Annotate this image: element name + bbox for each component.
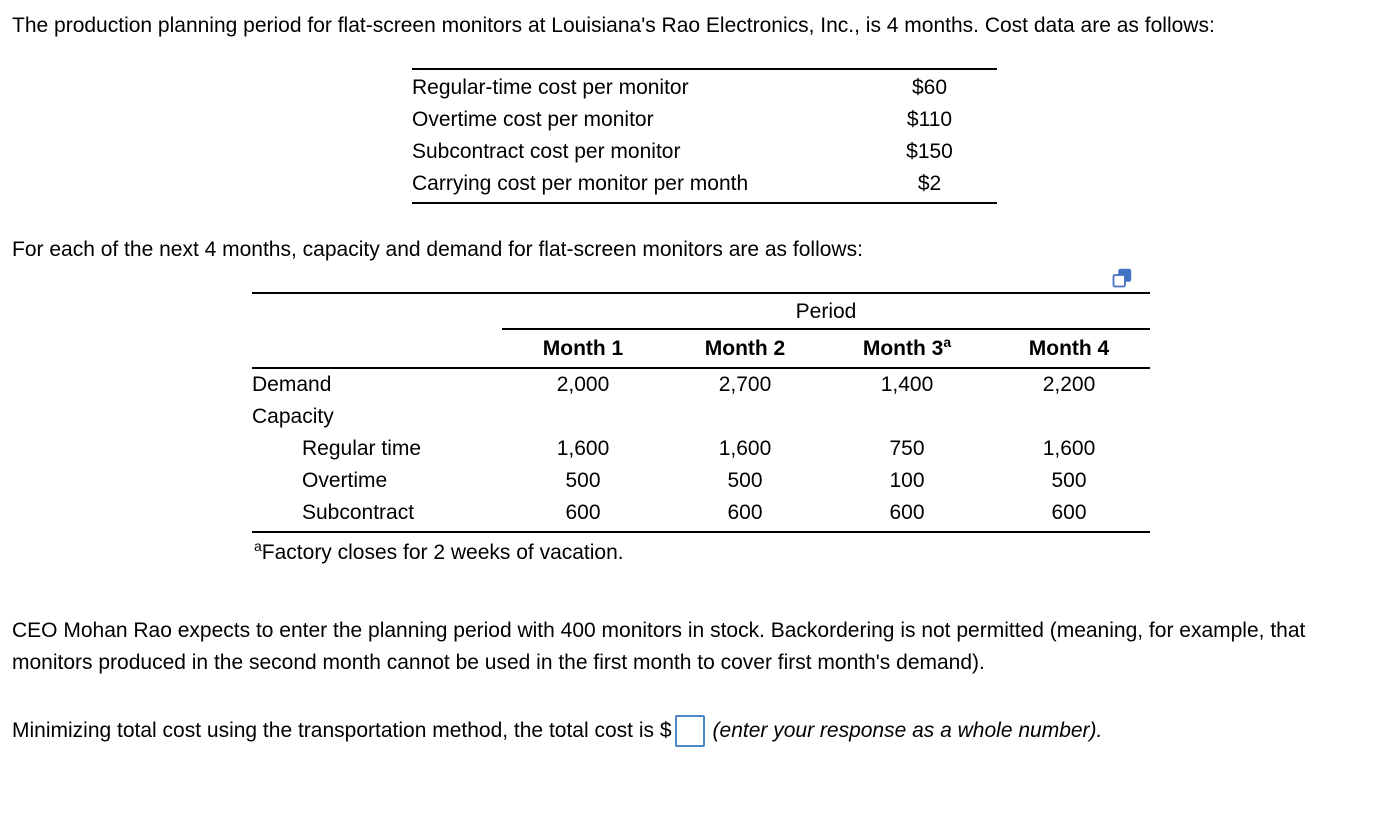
cost-table-row	[412, 136, 997, 168]
empty-cell	[664, 401, 826, 433]
demand-month-1: 2,000	[556, 373, 610, 396]
question-prefix: Minimizing total cost using the transportation method, the total cost is $	[12, 719, 672, 742]
cost-table-row	[412, 69, 997, 104]
col-header-label: Month 4	[1028, 337, 1110, 360]
col-header-label: Month 3	[862, 337, 944, 360]
demand-month-3: 1,400	[880, 373, 934, 396]
cost-table-row	[412, 104, 997, 136]
overtime-month-1: 500	[565, 469, 601, 492]
empty-cell	[988, 401, 1150, 433]
empty-cell	[252, 293, 502, 329]
col-header-month-4	[988, 329, 1150, 368]
overtime-month-3: 100	[889, 469, 925, 492]
column-header-row	[252, 329, 1150, 368]
subcontract-month-1: 600	[502, 497, 664, 532]
row-label: Overtime	[302, 469, 388, 492]
period-header: Period	[502, 293, 1150, 329]
row-label: Subcontract	[252, 497, 502, 532]
regular-time-month-4: 1,600	[1042, 437, 1096, 460]
cost-table	[412, 68, 997, 204]
capacity-table	[252, 292, 1150, 533]
ceo-note-paragraph: CEO Mohan Rao expects to enter the planning period with 400 monitors in stock. Backordering is not permitted (meaning, for example, that monitors produced in the second month cannot be used in the first month to cover first month's demand).	[12, 619, 1306, 674]
subcontract-row	[252, 497, 1150, 532]
overtime-row	[252, 465, 1150, 497]
cost-label: Overtime cost per monitor	[412, 108, 654, 131]
overtime-month-4: 500	[1051, 469, 1087, 492]
footnote-text: Factory closes for 2 weeks of vacation.	[261, 541, 624, 564]
intro-paragraph: The production planning period for flat-screen monitors at Louisiana's Rao Electronics, Inc., is 4 months. Cost data are as follows:	[12, 14, 1215, 37]
cost-label: Subcontract cost per monitor	[412, 140, 681, 163]
cost-value: $150	[906, 140, 953, 163]
col-header-month-3	[826, 329, 988, 368]
subcontract-month-3: 600	[826, 497, 988, 532]
demand-row	[252, 368, 1150, 401]
row-label: Regular time	[302, 437, 422, 460]
footnote-marker: a	[943, 334, 952, 350]
col-header-label: Month 1	[542, 337, 624, 360]
demand-month-2: 2,700	[718, 373, 772, 396]
total-cost-input[interactable]	[675, 715, 705, 747]
question-instruction: (enter your response as a whole number).	[712, 719, 1103, 742]
footnote-marker: a	[254, 538, 262, 554]
regular-time-month-2: 1,600	[718, 437, 772, 460]
cost-value: $2	[862, 168, 997, 203]
cost-value: $60	[862, 69, 997, 104]
demand-month-4: 2,200	[1042, 373, 1096, 396]
period-row	[252, 293, 1150, 329]
cost-label: Carrying cost per monitor per month	[412, 168, 862, 203]
col-header-month-2	[664, 329, 826, 368]
table-footnote	[254, 537, 1368, 569]
col-header-label: Month 2	[704, 337, 786, 360]
regular-time-month-3: 750	[889, 437, 925, 460]
capacity-intro-paragraph: For each of the next 4 months, capacity and demand for flat-screen monitors are as follows:	[12, 238, 863, 261]
row-label: Demand	[252, 373, 332, 396]
col-header-month-1	[502, 329, 664, 368]
regular-time-month-1: 1,600	[556, 437, 610, 460]
subcontract-month-4: 600	[988, 497, 1150, 532]
cost-table-row	[412, 168, 997, 203]
icon-row	[12, 268, 1132, 290]
overtime-month-2: 500	[727, 469, 763, 492]
empty-cell	[826, 401, 988, 433]
empty-cell	[502, 401, 664, 433]
regular-time-row	[252, 433, 1150, 465]
copy-icon[interactable]	[1112, 268, 1132, 292]
empty-cell	[252, 329, 502, 368]
question-line	[12, 715, 1368, 747]
cost-value: $110	[906, 108, 953, 131]
subcontract-month-2: 600	[664, 497, 826, 532]
cost-label: Regular-time cost per monitor	[412, 69, 862, 104]
capacity-row	[252, 401, 1150, 433]
row-label: Capacity	[252, 405, 334, 428]
